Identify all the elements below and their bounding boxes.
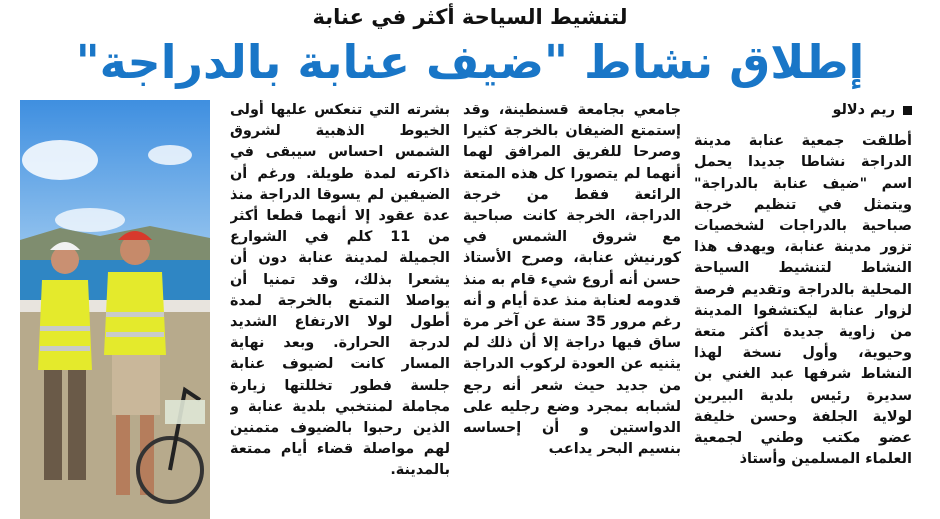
article-photo [20, 100, 210, 519]
bullet-square-icon [903, 106, 912, 115]
column-3-text: بشرته التي تنعكس عليها أولى الخيوط الذهبية لشروق الشمس احساس سيبقى في ذاكرته لمدة طويلة. ورغم أن الضيفين لم يسوقا الدراجة منذ عدة عقود إلا أنهما قطعا أكثر من 11 كلم في الشوارع الجميلة لمدينة عنابة دون أن يشعرا بذلك، وقد تمنيا أن يواصلا التمتع بالخرجة لمدة أطول لولا الارتفاع الشديد لدرجة الحرارة. وبعد نهاية المسار كانت لضيوف عنابة جلسة فطور تخللتها زيارة مجاملة لمنتخبي بلدية عنابة و الذين رحبوا بالضيوف متمنين لهم مواصلة قضاء أيام ممتعة بالمدينة. [230, 102, 450, 479]
column-2-text: جامعي بجامعة قسنطينة، وقد إستمتع الضيفان بالخرجة كثيرا وصرحا للفريق المرافق لهما أنهما لم يتصورا كل هذه المتعة الرائعة فقط من خرجة الدراجة، الخرجة كانت صباحية مع شروق الشمس في كورنيش عنابة، وصرح الأستاذ حسن أنه أروع شيء قام به منذ قدومه لعنابة منذ عدة أيام و أنه رغم مرور 35 سنة عن آخر مرة ساق فيها دراجة إلا أن ذلك لم يثنيه عن العودة لركوب الدراجة من جديد حيث شعر أنه رجع لشبابه بمجرد وضع رجليه على الدواستين و أن إحساسه بنسيم البحر يداعب [463, 102, 681, 458]
kicker: لتنشيط السياحة أكثر في عنابة [312, 5, 628, 29]
article-column-1 [694, 100, 912, 519]
byline-name: ريم دلالو [832, 102, 895, 118]
article-column-2 [463, 100, 681, 519]
headline: إطلاق نشاط "ضيف عنابة بالدراجة" [75, 35, 865, 89]
column-1-text: أطلقت جمعية عنابة مدينة الدراجة نشاطا جديدا يحمل اسم "ضيف عنابة بالدراجة" ويتمثل في تنظيم خرجة صباحية بالدراجات لشخصيات تزور مدينة عنابة، ويهدف هذا النشاط لتنشيط السياحة المحلية بالدراجة وتقديم فرصة لزوار عنابة ليكتشفوا المدينة من زاوية جديدة أكثر متعة وحيوية، وأول نسخة لهذا النشاط شرفها عبد الغني بن سديرة رئيس بلدية البيرين لولاية الجلفة وحسن خليفة عضو مكتب وطني لجمعية العلماء المسلمين وأستاذ [694, 133, 912, 468]
article-column-3 [230, 100, 450, 519]
byline [694, 100, 912, 121]
